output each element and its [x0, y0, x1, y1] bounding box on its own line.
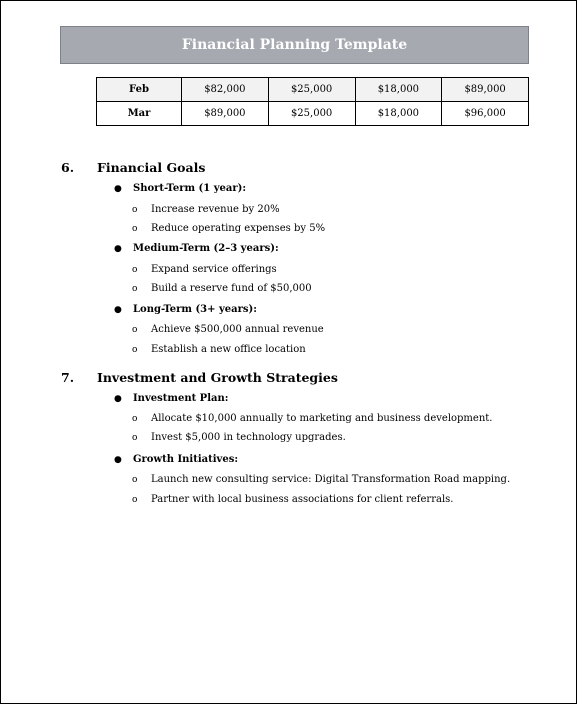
value-cell: $89,000: [442, 78, 529, 102]
bullet-icon: ●: [114, 454, 122, 465]
group-label: Growth Initiatives:: [133, 454, 239, 465]
list-item: [132, 283, 312, 294]
value-cell: $89,000: [182, 102, 269, 126]
section-number: 6.: [61, 160, 75, 175]
list-item: [132, 494, 453, 505]
value-cell: $25,000: [268, 78, 355, 102]
list-item: [114, 304, 257, 315]
group-label: Medium-Term (2–3 years):: [133, 243, 279, 254]
item-text: Partner with local business associations for client referrals.: [151, 494, 454, 505]
list-item: [132, 324, 324, 335]
circle-bullet-icon: o: [132, 204, 138, 215]
group-label: Investment Plan:: [133, 393, 229, 404]
circle-bullet-icon: o: [132, 494, 138, 505]
list-item: [114, 243, 279, 254]
list-item: [114, 183, 246, 194]
value-cell: $18,000: [355, 102, 442, 126]
item-text: Establish a new office location: [151, 344, 306, 355]
month-cell: Mar: [97, 102, 182, 126]
list-item: [132, 344, 306, 355]
list-item: [132, 413, 492, 424]
list-item: [132, 432, 346, 443]
bullet-icon: ●: [114, 393, 122, 404]
item-text: Allocate $10,000 annually to marketing and business development.: [151, 413, 493, 424]
circle-bullet-icon: o: [132, 223, 138, 234]
list-item: [132, 223, 325, 234]
list-item: [132, 474, 510, 485]
section-heading-financial-goals: [61, 160, 205, 175]
value-cell: $82,000: [182, 78, 269, 102]
circle-bullet-icon: o: [132, 432, 138, 443]
bullet-icon: ●: [114, 183, 122, 194]
table-row: [97, 78, 529, 102]
value-cell: $96,000: [442, 102, 529, 126]
circle-bullet-icon: o: [132, 324, 138, 335]
circle-bullet-icon: o: [132, 474, 138, 485]
monthly-financials-table: [96, 77, 529, 126]
circle-bullet-icon: o: [132, 413, 138, 424]
item-text: Expand service offerings: [151, 264, 277, 275]
document-title: Financial Planning Template: [181, 37, 408, 53]
group-label: Long-Term (3+ years):: [133, 304, 257, 315]
section-number: 7.: [61, 370, 75, 385]
item-text: Launch new consulting service: Digital Transformation Road mapping.: [151, 474, 511, 485]
section-heading-investment-growth: [61, 370, 338, 385]
document-title-bar: [60, 26, 529, 64]
list-item: [132, 264, 277, 275]
section-title: Investment and Growth Strategies: [97, 370, 338, 385]
list-item: [114, 454, 238, 465]
circle-bullet-icon: o: [132, 283, 138, 294]
bullet-icon: ●: [114, 304, 122, 315]
value-cell: $18,000: [355, 78, 442, 102]
bullet-icon: ●: [114, 243, 122, 254]
item-text: Reduce operating expenses by 5%: [151, 223, 326, 234]
circle-bullet-icon: o: [132, 264, 138, 275]
circle-bullet-icon: o: [132, 344, 138, 355]
group-label: Short-Term (1 year):: [133, 183, 247, 194]
month-cell: Feb: [97, 78, 182, 102]
item-text: Invest $5,000 in technology upgrades.: [151, 432, 346, 443]
section-title: Financial Goals: [97, 160, 206, 175]
item-text: Increase revenue by 20%: [151, 204, 280, 215]
value-cell: $25,000: [268, 102, 355, 126]
item-text: Build a reserve fund of $50,000: [151, 283, 312, 294]
list-item: [132, 204, 280, 215]
list-item: [114, 393, 228, 404]
table-row: [97, 102, 529, 126]
item-text: Achieve $500,000 annual revenue: [151, 324, 324, 335]
